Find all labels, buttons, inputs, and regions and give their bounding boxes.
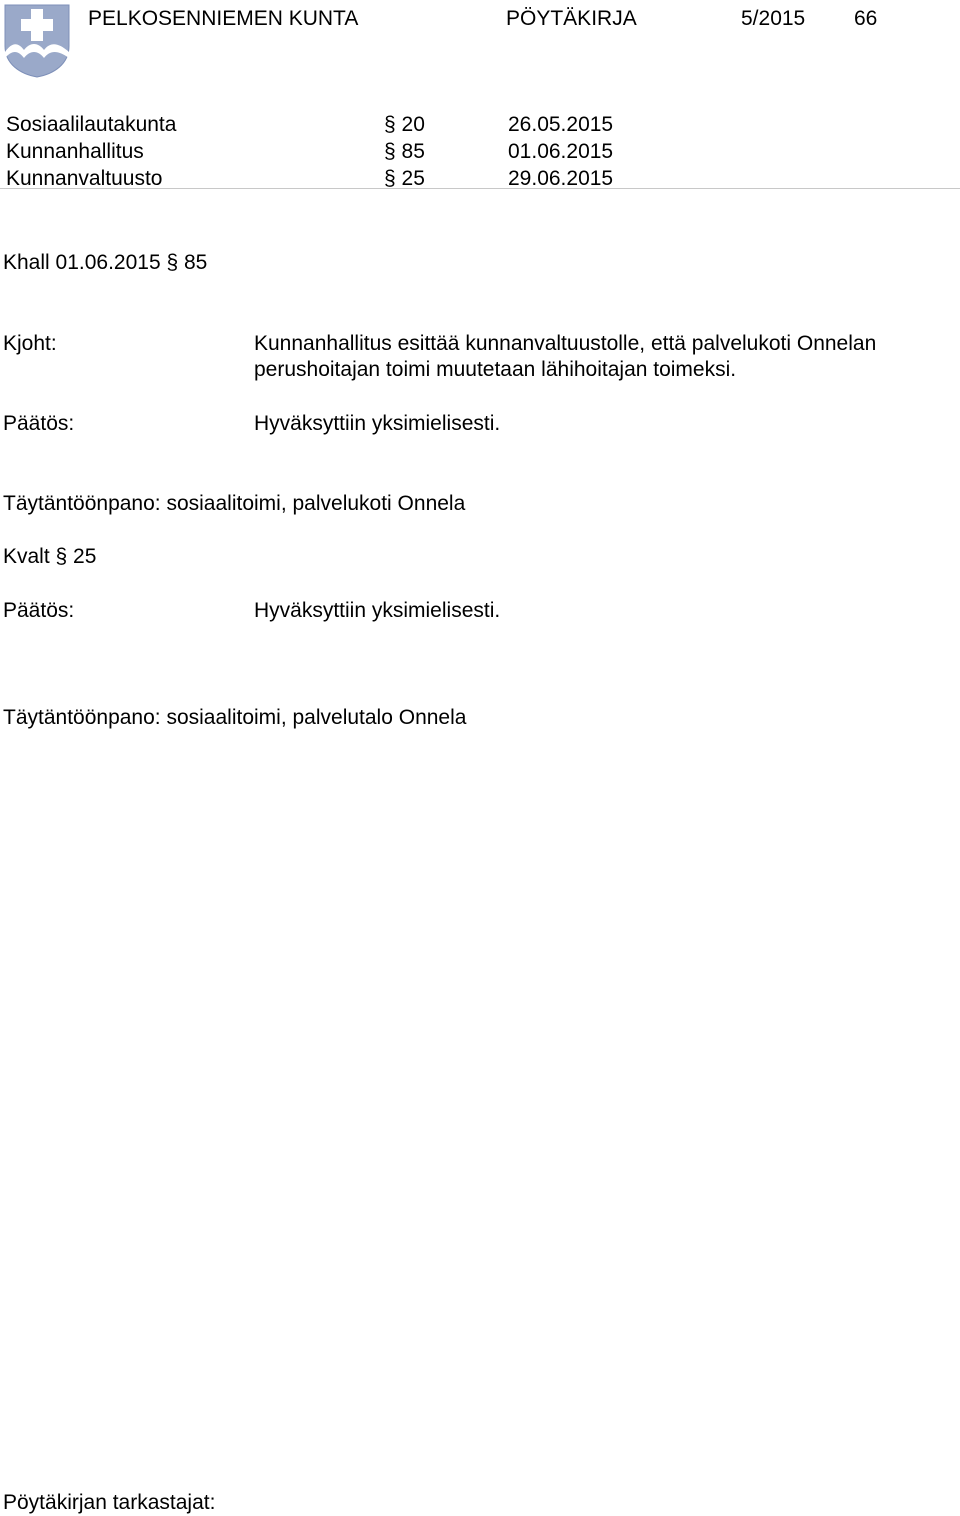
- kjoht-text-line-1: Kunnanhallitus esittää kunnanvaltuustolle, että palvelukoti Onnelan: [254, 332, 877, 355]
- body-date: 26.05.2015: [508, 113, 614, 136]
- municipality-crest-logo: [4, 4, 70, 78]
- khall-paatos-label: Päätös:: [3, 412, 75, 435]
- body-section: § 20: [384, 113, 425, 136]
- kjoht-label: Kjoht:: [3, 332, 57, 355]
- page-number: 66: [854, 7, 878, 30]
- body-date: 01.06.2015: [508, 140, 614, 163]
- khall-paatos-text: Hyväksyttiin yksimielisesti.: [254, 412, 501, 435]
- kjoht-text-line-2: perushoitajan toimi muutetaan lähihoitajan toimeksi.: [254, 358, 737, 381]
- municipality-name: PELKOSENNIEMEN KUNTA: [88, 7, 359, 30]
- body-name: Kunnanvaltuusto: [6, 167, 163, 190]
- document-type: PÖYTÄKIRJA: [506, 7, 637, 30]
- issue-number: 5/2015: [741, 7, 806, 30]
- kvalt-taytantoonpano: Täytäntöönpano: sosiaalitoimi, palvelutalo Onnela: [3, 706, 467, 729]
- minutes-reviewers-label: Pöytäkirjan tarkastajat:: [3, 1491, 216, 1514]
- khall-taytantoonpano: Täytäntöönpano: sosiaalitoimi, palvelukoti Onnela: [3, 492, 466, 515]
- kvalt-heading: Kvalt § 25: [3, 545, 97, 568]
- body-section: § 25: [384, 167, 425, 190]
- body-name: Sosiaalilautakunta: [6, 113, 177, 136]
- header-divider: [0, 188, 960, 189]
- khall-heading: Khall 01.06.2015 § 85: [3, 251, 208, 274]
- kvalt-paatos-text: Hyväksyttiin yksimielisesti.: [254, 599, 501, 622]
- body-section: § 85: [384, 140, 425, 163]
- kvalt-paatos-label: Päätös:: [3, 599, 75, 622]
- body-name: Kunnanhallitus: [6, 140, 144, 163]
- body-date: 29.06.2015: [508, 167, 614, 190]
